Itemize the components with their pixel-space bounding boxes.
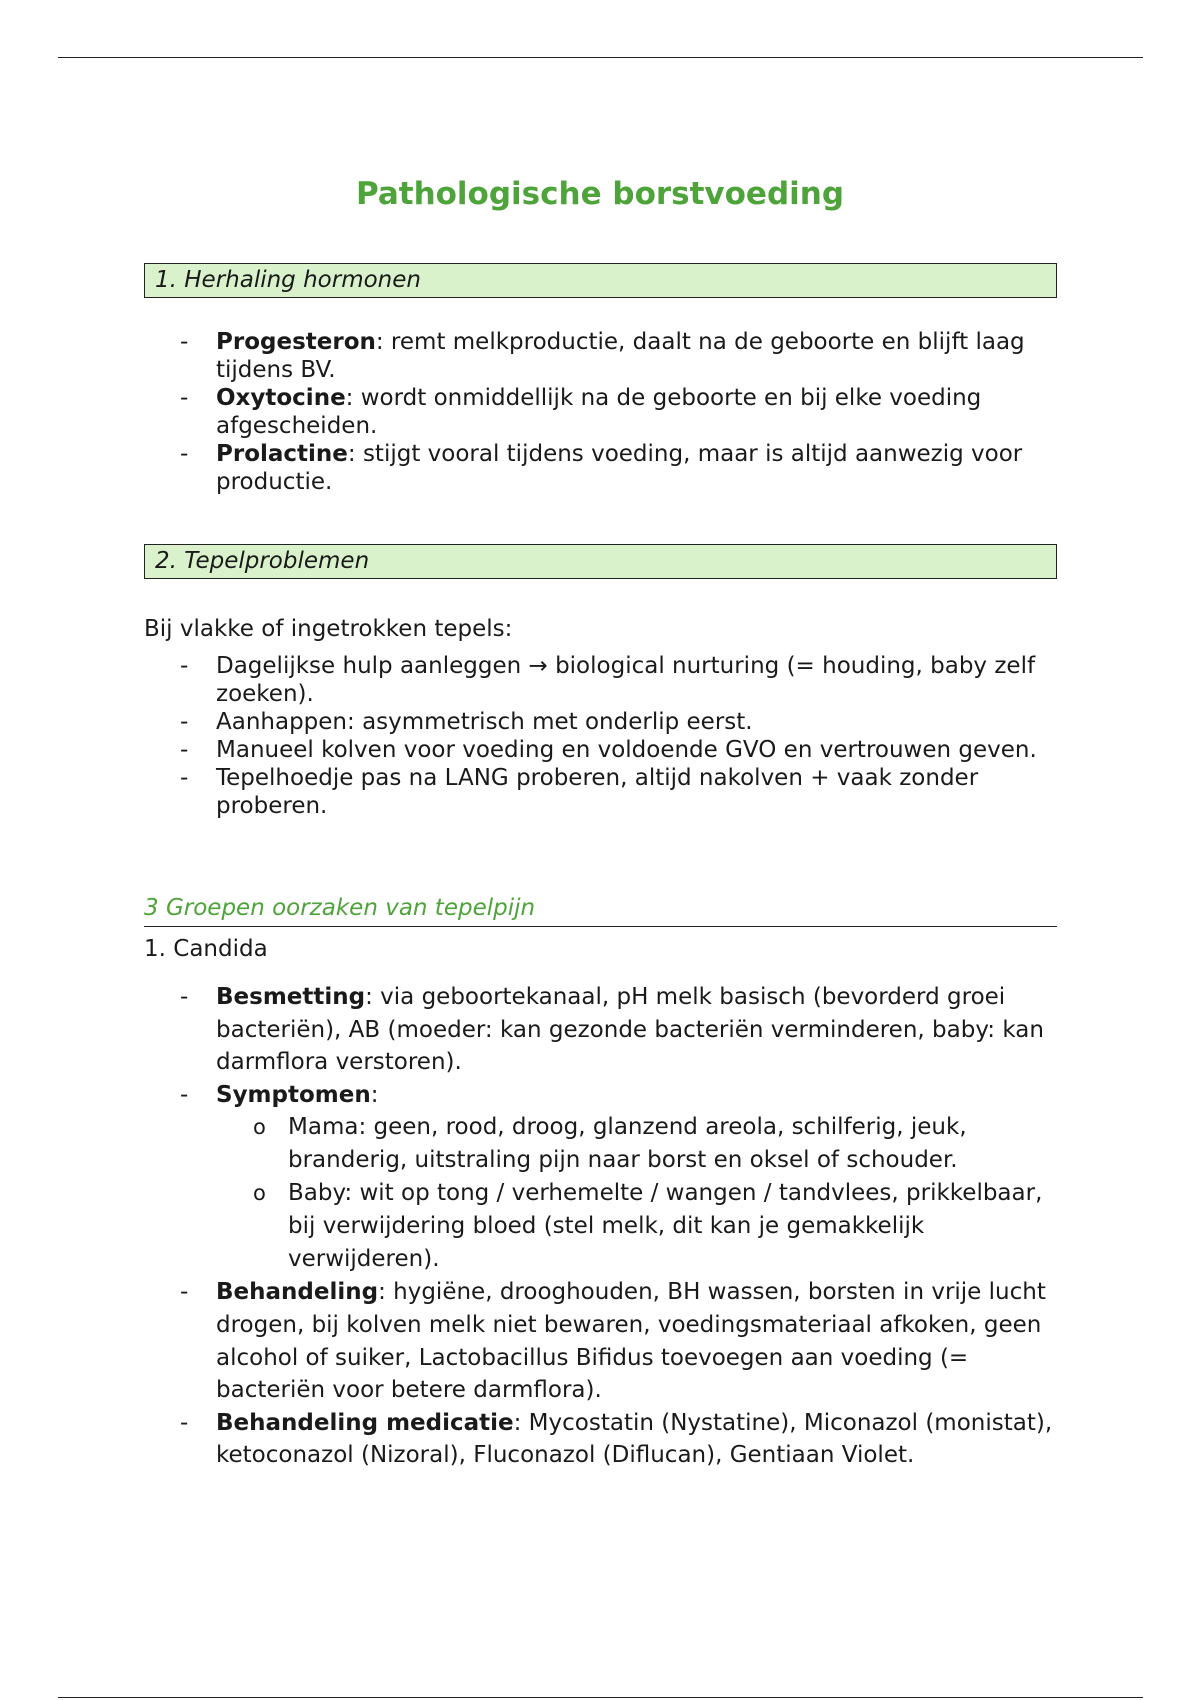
term: Behandeling	[216, 1279, 379, 1306]
list-item	[144, 440, 1064, 496]
list-item	[144, 328, 1064, 384]
list-item: - Tepelhoedje pas na LANG proberen, altijd nakolven + vaak zonder proberen.	[144, 764, 1064, 820]
term: Oxytocine	[216, 385, 346, 411]
sublist-item: o Mama: geen, rood, droog, glanzend areola, schilferig, jeuk, branderig, uitstraling pijn naar borst en oksel of schouder.	[216, 1111, 1064, 1177]
description: : Mycostatin (Nystatine), Miconazol (monistat), ketoconazol (Nizoral), Fluconazol (Diflucan), Gentiaan Violet.	[216, 1409, 1053, 1469]
description: :	[370, 1081, 379, 1108]
page-title: Pathologische borstvoeding	[355, 176, 845, 212]
list-item	[144, 981, 1064, 1079]
top-rule	[58, 57, 1143, 58]
list-item: - Dagelijkse hulp aanleggen → biological nurturing (= houding, baby zelf zoeken).	[144, 652, 1064, 708]
bottom-rule	[58, 1697, 1143, 1698]
hormone-list	[144, 328, 1064, 496]
sublist-item: o Baby: wit op tong / verhemelte / wangen / tandvlees, prikkelbaar, bij verwijdering bloed (stel melk, dit kan je gemakkelijk verwijderen).	[216, 1177, 1064, 1276]
description: : remt melkproductie, daalt na de geboorte en blijft laag tijdens BV.	[216, 329, 1025, 383]
term: Prolactine	[216, 441, 348, 467]
list-item: - Aanhappen: asymmetrisch met onderlip eerst.	[144, 708, 1064, 736]
section-heading-tepelproblemen: 2. Tepelproblemen	[144, 544, 1057, 579]
tepel-list	[144, 652, 1064, 820]
list-item	[144, 384, 1064, 440]
list-item	[144, 1079, 1064, 1277]
subsection-heading: 3 Groepen oorzaken van tepelpijn	[144, 891, 1057, 927]
symptom-sublist	[216, 1111, 1064, 1276]
description: : via geboortekanaal, pH melk basisch (bevorderd groei bacteriën), AB (moeder: kan gezonde bacteriën verminderen, baby: kan darmflora verstoren).	[216, 984, 1044, 1076]
list-item	[144, 1276, 1064, 1406]
intro-text: Bij vlakke of ingetrokken tepels:	[144, 616, 513, 642]
description: : stijgt vooral tijdens voeding, maar is altijd aanwezig voor productie.	[216, 441, 1023, 495]
candida-list	[144, 981, 1064, 1472]
description: : wordt onmiddellijk na de geboorte en bij elke voeding afgescheiden.	[216, 385, 982, 439]
term: Behandeling medicatie	[216, 1409, 514, 1436]
section-heading-hormonen: 1. Herhaling hormonen	[144, 263, 1057, 298]
term: Besmetting	[216, 984, 366, 1010]
term: Symptomen	[216, 1081, 371, 1108]
list-item: - Manueel kolven voor voeding en voldoende GVO en vertrouwen geven.	[144, 736, 1064, 764]
description: : hygiëne, drooghouden, BH wassen, borsten in vrije lucht drogen, bij kolven melk niet bewaren, voedingsmateriaal afkoken, geen alcohol of suiker, Lactobacillus Bifidus toevoegen aan voeding (= bacteriën voor betere darmflora).	[216, 1279, 1046, 1404]
term: Progesteron	[216, 329, 376, 355]
list-item	[144, 1407, 1064, 1472]
candida-heading: 1. Candida	[144, 936, 268, 962]
